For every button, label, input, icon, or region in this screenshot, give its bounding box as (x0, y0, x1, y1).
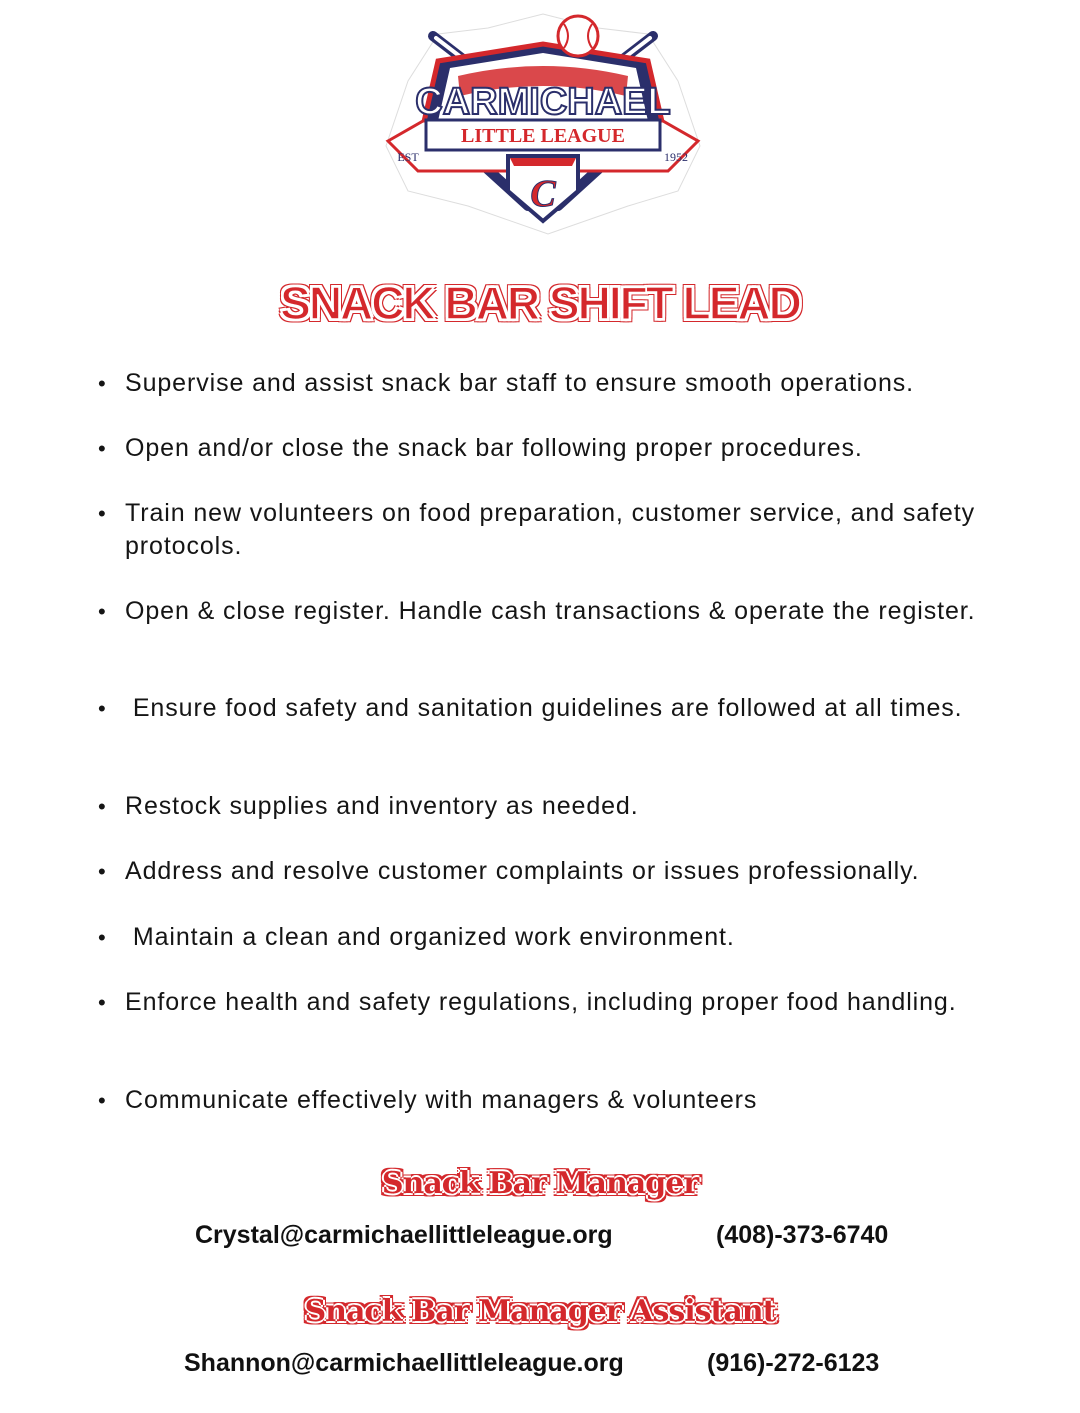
carmichael-little-league-logo (378, 6, 708, 236)
logo-subtitle: LITTLE LEAGUE (461, 125, 625, 147)
logo-name: CARMICHAEL (415, 81, 671, 123)
logo-est: EST (397, 150, 419, 164)
bullet: • (98, 794, 107, 819)
list-item (96, 367, 1036, 400)
list-item (96, 986, 1036, 1019)
manager-email-link[interactable]: Crystal@carmichaellittleleague.org (195, 1221, 613, 1249)
bullet: • (98, 1088, 107, 1113)
duty-text: Enforce health and safety regulations, including proper food handling. (125, 988, 957, 1016)
duty-text: Open and/or close the snack bar following proper procedures. (125, 434, 863, 462)
bullet: • (98, 696, 107, 721)
duty-text: Train new volunteers on food preparation, customer service, and safety protocols. (125, 499, 983, 560)
duty-text: Restock supplies and inventory as needed. (125, 792, 639, 820)
list-item (96, 432, 1036, 465)
logo-letter: C (530, 173, 556, 215)
list-item (96, 855, 1036, 888)
assistant-email-link[interactable]: Shannon@carmichaellittleleague.org (184, 1349, 624, 1377)
list-item (96, 595, 1036, 628)
bullet: • (98, 599, 107, 624)
list-item (96, 790, 1036, 823)
manager-phone-link[interactable]: (408)-373-6740 (716, 1221, 889, 1249)
assistant-phone-link[interactable]: (916)-272-6123 (707, 1349, 880, 1377)
duty-text: Address and resolve customer complaints or issues professionally. (125, 857, 920, 885)
bullet: • (98, 925, 107, 950)
assistant-role-heading: Snack Bar Manager Assistant (304, 1294, 776, 1329)
list-item (96, 692, 1036, 725)
duty-text: Communicate effectively with managers & volunteers (125, 1086, 758, 1114)
page-title: SNACK BAR SHIFT LEAD (280, 277, 800, 329)
bullet: • (98, 371, 107, 396)
list-item (96, 497, 1036, 563)
duty-text: Supervise and assist snack bar staff to ensure smooth operations. (125, 369, 914, 397)
duty-text: Maintain a clean and organized work environment. (125, 923, 735, 951)
bullet: • (98, 501, 107, 526)
bullet: • (98, 859, 107, 884)
duty-text: Ensure food safety and sanitation guidelines are followed at all times. (125, 694, 963, 722)
logo-year: 1952 (664, 150, 688, 164)
bullet: • (98, 436, 107, 461)
manager-role-heading: Snack Bar Manager (381, 1166, 699, 1201)
list-item (96, 921, 1036, 954)
duty-text: Open & close register. Handle cash transactions & operate the register. (125, 597, 976, 625)
bullet: • (98, 990, 107, 1015)
list-item (96, 1084, 1036, 1117)
